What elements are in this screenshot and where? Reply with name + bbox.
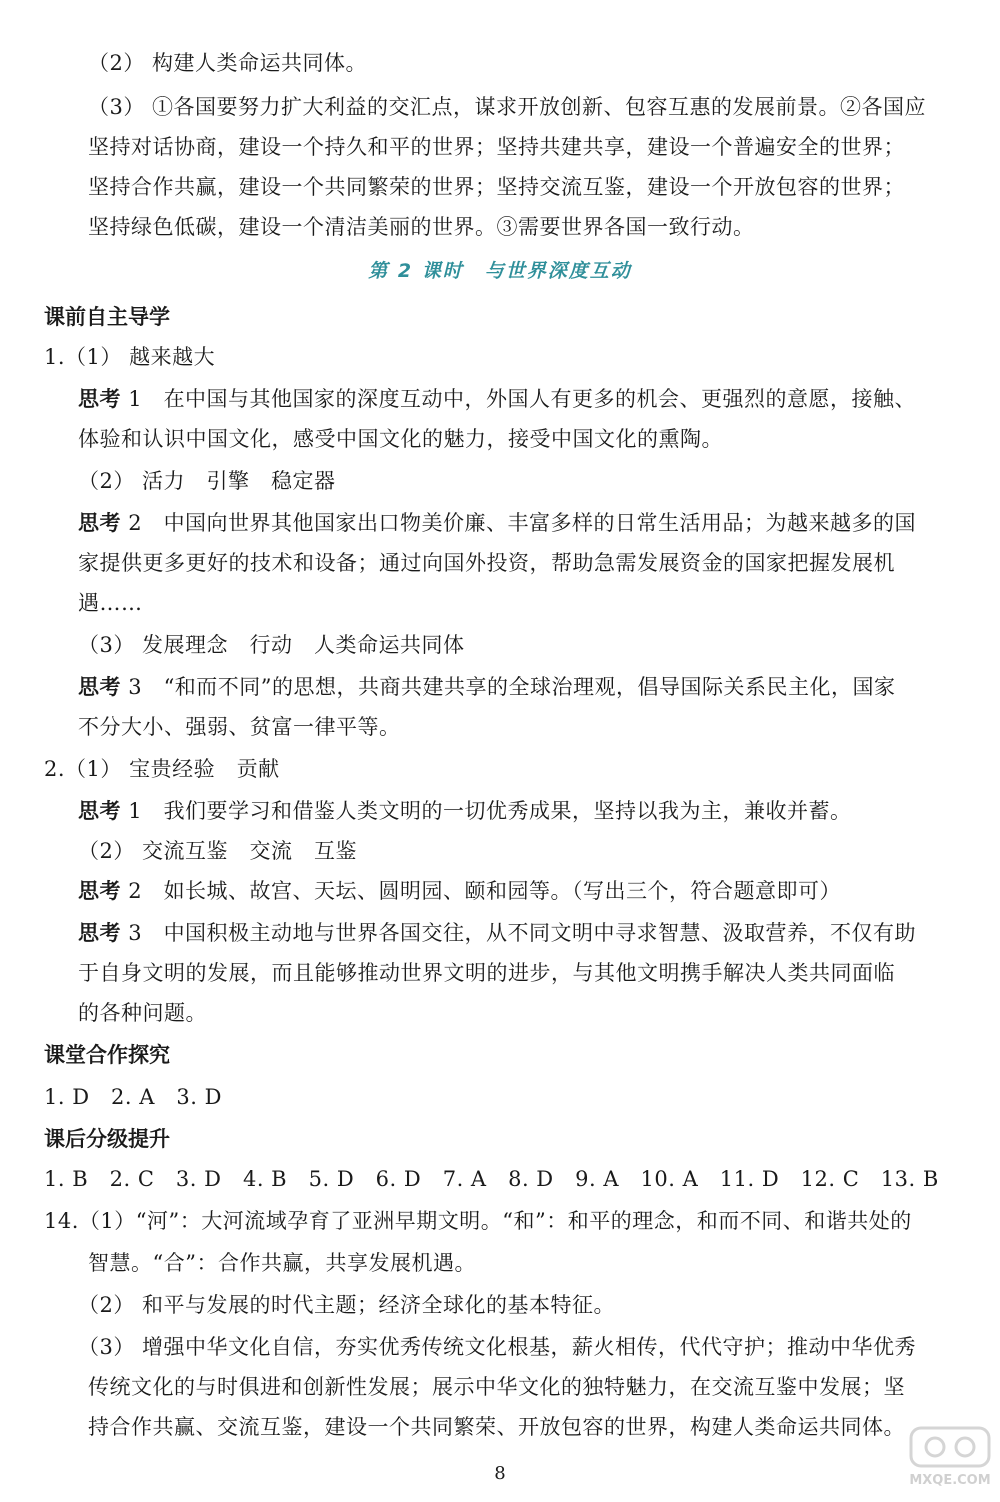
section-heading-classroom: 课堂合作探究	[44, 1043, 170, 1067]
answer-14-line4: （3） 增强中华文化自信，夯实优秀传统文化根基，薪火相传，代代守护；推动中华优秀	[78, 1335, 917, 1359]
top-item-3-line1: （3） ①各国要努力扩大利益的交汇点，谋求开放创新、包容互惠的发展前景。②各国应	[88, 95, 927, 119]
page-number: 8	[494, 1463, 506, 1484]
think-label: 思考	[78, 675, 121, 699]
think-5-line1	[78, 876, 841, 906]
think-2-line3: 遇……	[78, 591, 143, 615]
think-6-line2: 于自身文明的发展，而且能够推动世界文明的进步，与其他文明携手解决人类共同面临	[78, 961, 895, 985]
think-label: 思考	[78, 387, 121, 411]
think-3-line1	[78, 672, 896, 702]
answer-14-line3: （2） 和平与发展的时代主题；经济全球化的基本特征。	[78, 1293, 616, 1317]
section-heading-preview: 课前自主导学	[44, 305, 170, 329]
think-label: 思考	[78, 879, 121, 903]
top-item-3-line3: 坚持合作共赢，建设一个共同繁荣的世界；坚持交流互鉴，建设一个开放包容的世界；	[88, 175, 905, 199]
top-item-2: （2） 构建人类命运共同体。	[88, 51, 368, 75]
classroom-answers: 1. D 2. A 3. D	[44, 1085, 222, 1109]
watermark-logo	[905, 1422, 995, 1492]
think-text: 我们要学习和借鉴人类文明的一切优秀成果，坚持以我为主，兼收并蓄。	[163, 799, 852, 823]
answer-2-2: （2） 交流互鉴 交流 互鉴	[78, 839, 358, 863]
think-number: 3	[128, 921, 143, 945]
think-label: 思考	[78, 921, 121, 945]
think-number: 2	[128, 879, 143, 903]
think-6-line3: 的各种问题。	[78, 1001, 207, 1025]
think-text: 如长城、故宫、天坛、圆明园、颐和园等。（写出三个，符合题意即可）	[163, 879, 842, 903]
think-number: 3	[128, 675, 143, 699]
think-number: 1	[128, 387, 143, 411]
watermark-icon	[905, 1422, 995, 1492]
think-text: “和而不同”的思想，共商共建共享的全球治理观，倡导国际关系民主化，国家	[163, 675, 896, 699]
think-1-line1	[78, 384, 916, 414]
think-3-line2: 不分大小、强弱、贫富一律平等。	[78, 715, 401, 739]
think-label: 思考	[78, 511, 121, 535]
think-text: 中国向世界其他国家出口物美价廉、丰富多样的日常生活用品；为越来越多的国	[163, 511, 917, 535]
answer-14-line2: 智慧。“合”：合作共赢，共享发展机遇。	[88, 1251, 476, 1275]
answer-2-1: 2.（1） 宝贵经验 贡献	[44, 757, 280, 781]
answer-1-1: 1.（1） 越来越大	[44, 345, 216, 369]
think-text: 在中国与其他国家的深度互动中，外国人有更多的机会、更强烈的意愿，接触、	[163, 387, 917, 411]
think-6-line1	[78, 918, 916, 948]
think-2-line1	[78, 508, 916, 538]
answer-14-line1: 14.（1）“河”：大河流域孕育了亚洲早期文明。“和”：和平的理念，和而不同、和谐共处的	[44, 1209, 912, 1233]
top-item-3-line2: 坚持对话协商，建设一个持久和平的世界；坚持共建共享，建设一个普遍安全的世界；	[88, 135, 905, 159]
answer-1-3: （3） 发展理念 行动 人类命运共同体	[78, 633, 465, 657]
answer-1-2: （2） 活力 引擎 稳定器	[78, 469, 336, 493]
watermark-text: MXQE.COM	[909, 1473, 991, 1488]
answer-14-line6: 持合作共赢、交流互鉴，建设一个共同繁荣、开放包容的世界，构建人类命运共同体。	[88, 1415, 905, 1439]
think-number: 1	[128, 799, 143, 823]
think-2-line2: 家提供更多更好的技术和设备；通过向国外投资，帮助急需发展资金的国家把握发展机	[78, 551, 895, 575]
think-text: 中国积极主动地与世界各国交往，从不同文明中寻求智慧、汲取营养，不仅有助	[163, 921, 917, 945]
think-number: 2	[128, 511, 143, 535]
think-1-line2: 体验和认识中国文化，感受中国文化的魅力，接受中国文化的熏陶。	[78, 427, 723, 451]
think-label: 思考	[78, 799, 121, 823]
top-item-3-line4: 坚持绿色低碳，建设一个清洁美丽的世界。③需要世界各国一致行动。	[88, 215, 755, 239]
lesson-title: 第 2 课时 与世界深度互动	[368, 260, 632, 282]
think-4-line1	[78, 796, 852, 826]
after-class-answers: 1. B 2. C 3. D 4. B 5. D 6. D 7. A 8. D 9. A 10. A 11. D 12. C 13. B	[44, 1167, 939, 1191]
answer-14-line5: 传统文化的与时俱进和创新性发展；展示中华文化的独特魅力，在交流互鉴中发展；坚	[88, 1375, 905, 1399]
section-heading-after-class: 课后分级提升	[44, 1127, 170, 1151]
